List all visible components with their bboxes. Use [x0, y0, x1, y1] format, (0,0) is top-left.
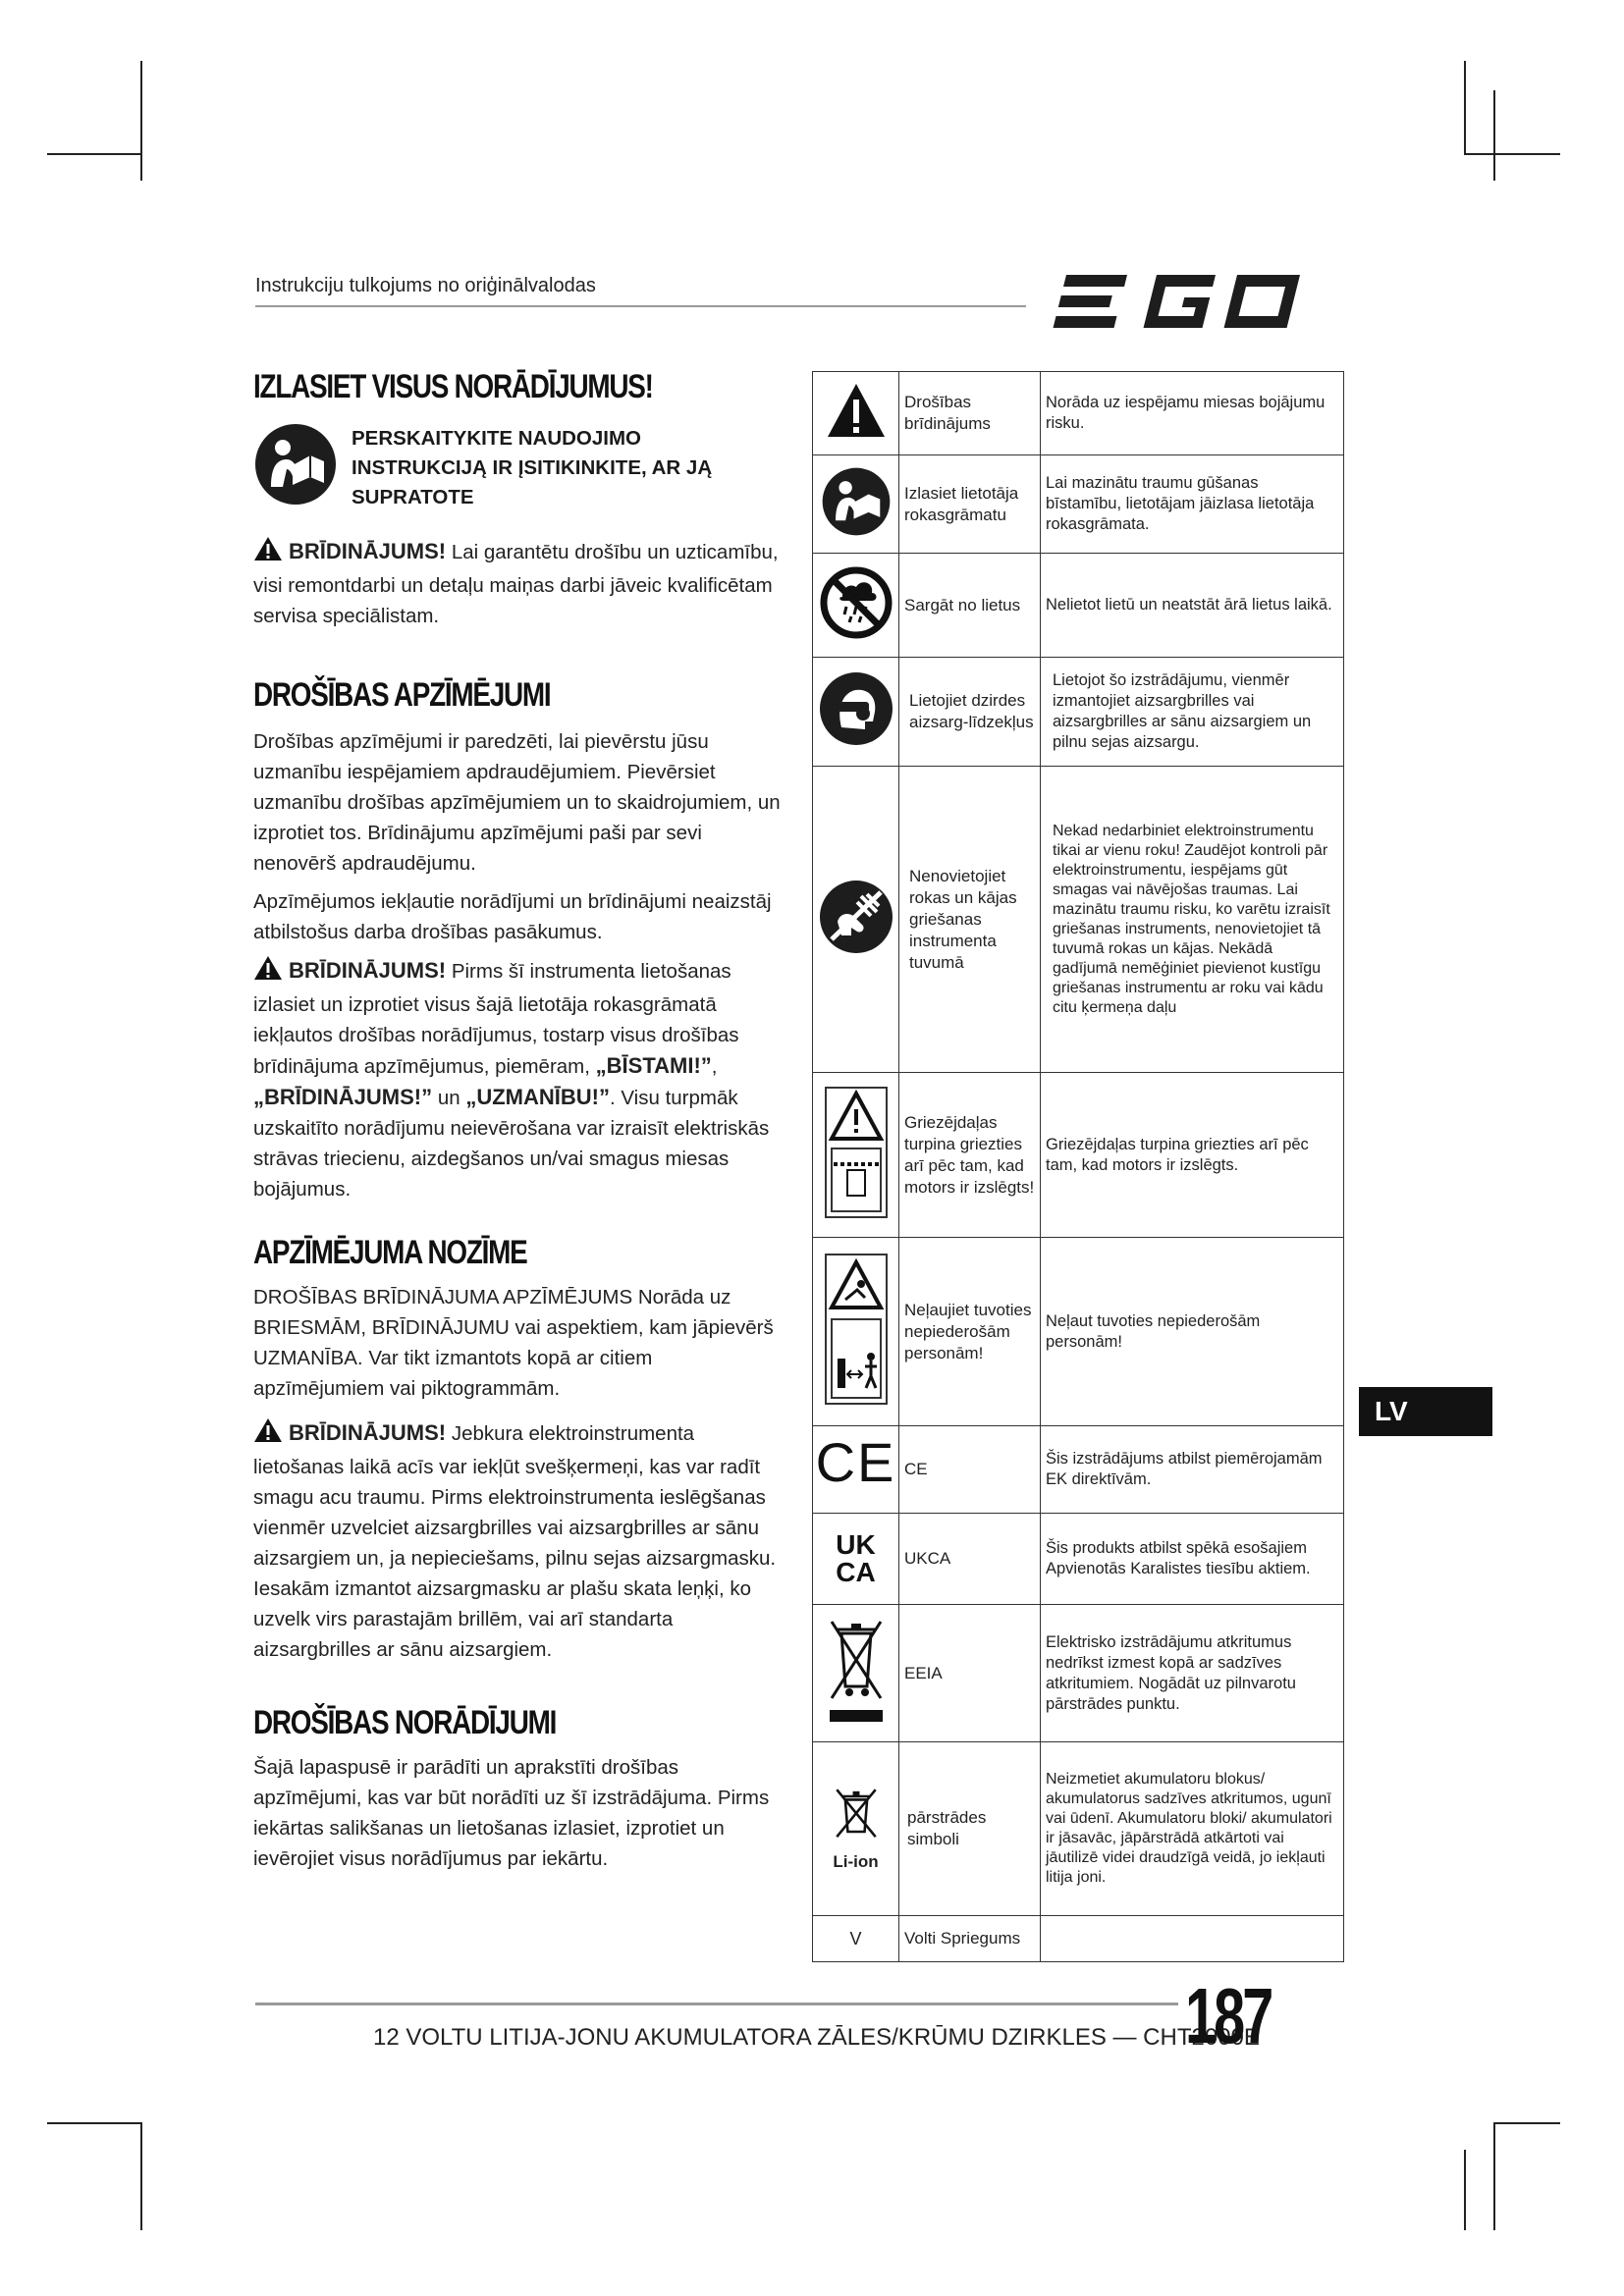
- icon-cell: [813, 767, 899, 1073]
- warning-text: Jebkura elektroinstrumenta lietošanas laikā acīs var iekļūt svešķermeņi, kas var radīt smagu acu traumu. Pirms elektroinstrumenta ieslēgšanas vienmēr uzvelciet aizsargbrilles vai aizsargbrilles ar sānu aizsargiem un, ja nepieciešams, pilnu sejas aizsargmasku. Iesakām izmantot aizsargmasku ar plašu skata leņķi, ko uzvelk virs parastajām brillēm, vai arī standarta aizsargbrilles ar sānu aizsargiem.: [253, 1422, 777, 1661]
- crop-mark: [1464, 2150, 1466, 2230]
- symbol-desc: Šis izstrādājums atbilst piemērojamām EK direktīvām.: [1041, 1426, 1344, 1514]
- crop-mark: [1493, 2122, 1560, 2124]
- symbol-name: Sargāt no lietus: [899, 554, 1041, 658]
- crop-mark: [1464, 61, 1466, 153]
- symbol-meaning-paragraph: DROŠĪBAS BRĪDINĀJUMA APZĪMĒJUMS Norāda uz BRIESMĀM, BRĪDINĀJUMU vai aspektiem, kam jāpievērš UZMANĪBA. Var tikt izmantots kopā ar citiem apzīmējumiem vai piktogrammām.: [253, 1286, 774, 1400]
- warning-triangle-icon: [826, 382, 887, 439]
- header-rule: [255, 305, 1026, 307]
- symbol-desc: Šis produkts atbilst spēkā esošajiem Apvienotās Karalistes tiesību aktiem.: [1041, 1514, 1344, 1605]
- crop-mark: [1464, 153, 1560, 155]
- weee-bin-icon: [822, 1612, 891, 1730]
- icon-cell: [813, 1514, 899, 1605]
- warning-label: BRĪDINĀJUMS!: [289, 539, 447, 563]
- li-ion-bin-icon: [827, 1785, 886, 1843]
- crop-mark: [47, 2122, 142, 2124]
- table-row: [813, 1916, 1344, 1962]
- keyword-separator: un: [432, 1087, 466, 1109]
- icon-cell: [813, 1605, 899, 1742]
- translation-note: Instrukciju tulkojums no oriģinālvalodas: [255, 275, 596, 296]
- volt-symbol: V: [849, 1928, 862, 1949]
- read-manual-icon: [253, 422, 338, 507]
- warning-triangle-icon: [253, 955, 283, 989]
- symbol-table: [812, 371, 1344, 1962]
- symbol-name: EEIA: [899, 1605, 1041, 1742]
- keyword-warning: „BRĪDINĀJUMS!”: [253, 1085, 433, 1109]
- keep-hands-away-icon: [818, 879, 894, 955]
- icon-cell: [813, 1238, 899, 1426]
- left-column: [253, 368, 784, 1874]
- li-ion-label: Li-ion: [833, 1852, 879, 1871]
- warning-text-continued: . Visu turpmāk uzskaitīto norādījumu neievērošana var izraisīt elektriskās strāvas triecienu, aizdegšanos un/vai smagus miesas bojājumus.: [253, 1087, 770, 1201]
- symbol-name: UKCA: [899, 1514, 1041, 1605]
- ce-mark-icon: CE: [815, 1431, 896, 1493]
- table-row: [813, 658, 1344, 767]
- read-manual-icon: [821, 466, 892, 537]
- table-row: [813, 554, 1344, 658]
- warning-triangle-icon: [253, 1417, 283, 1452]
- eye-ear-protection-icon: [818, 670, 894, 747]
- crop-mark: [1493, 2122, 1495, 2230]
- symbol-desc: Nekad nedarbiniet elektroinstrumentu tikai ar vienu roku! Zaudējot kontroli pār elektroinstrumentu, iespējams gūt smagas vai nāvējošas traumas. Lai mazinātu traumu risku, ko varētu izraisīt griešanas instruments, nenovietojiet tā tuvumā rokas un kājas. Nekādā gadījumā nemēģiniet pievienot kustīgu griešanas instrumentu ar roku vai kādu citu ķermeņa daļu: [1041, 767, 1344, 1073]
- icon-cell: [813, 658, 899, 767]
- symbol-name: Volti Spriegums: [899, 1916, 1041, 1962]
- ego-logo: [1049, 267, 1343, 341]
- symbol-name: pārstrādes simboli: [899, 1742, 1041, 1916]
- keep-bystanders-away-icon: [822, 1251, 891, 1408]
- safety-symbols-paragraph-2: Apzīmējumos iekļautie norādījumi un brīdinājumi neaizstāj atbilstošus darba drošības pasākumus.: [253, 890, 772, 943]
- manual-notice-text: PERSKAITYKITE NAUDOJIMO INSTRUKCIJĄ IR ĮSITIKINKITE, AR JĄ SUPRATOTE: [352, 427, 713, 508]
- table-row: [813, 1238, 1344, 1426]
- section-title-safety-symbols: DROŠĪBAS APZĪMĒJUMI: [253, 676, 551, 714]
- symbol-desc: Elektrisko izstrādājumu atkritumus nedrīkst izmest kopā ar sadzīves atkritumiem. Nogādāt uz pilnvarotu pārstrādes punktu.: [1041, 1605, 1344, 1742]
- warning-triangle-icon: [253, 536, 283, 570]
- crop-mark: [47, 153, 142, 155]
- crop-mark: [140, 61, 142, 181]
- symbol-name: Izlasiet lietotāja rokasgrāmatu: [899, 455, 1041, 554]
- symbol-name: Griezējdaļas turpina griezties arī pēc tam, kad motors ir izslēgts!: [899, 1073, 1041, 1238]
- symbol-name: Drošības brīdinājums: [899, 372, 1041, 455]
- table-row: [813, 372, 1344, 455]
- crop-mark: [1493, 90, 1495, 181]
- icon-cell: [813, 1426, 899, 1514]
- manual-notice: [253, 420, 784, 518]
- keyword-caution: „UZMANĪBU!”: [465, 1085, 610, 1109]
- crop-mark: [140, 2122, 142, 2230]
- table-row: [813, 1426, 1344, 1514]
- footer-rule: [255, 2002, 1178, 2005]
- symbol-desc: Nelietot lietū un neatstāt ārā lietus laikā.: [1041, 554, 1344, 658]
- footer-product-line: 12 VOLTU LITIJA-JONU AKUMULATORA ZĀLES/KRŪMU DZIRKLES — CHT2000E: [373, 2024, 1260, 2051]
- symbol-desc: Griezējdaļas turpina griezties arī pēc tam, kad motors ir izslēgts.: [1041, 1073, 1344, 1238]
- symbol-name: Lietojiet dzirdes aizsarg-līdzekļus: [899, 658, 1041, 767]
- icon-cell: [813, 554, 899, 658]
- section-title-symbol-meaning: APZĪMĒJUMA NOZĪME: [253, 1234, 527, 1271]
- table-row: [813, 767, 1344, 1073]
- symbol-desc: Lietojot šo izstrādājumu, vienmēr izmantojiet aizsargbrilles vai aizsargbrilles ar sānu aizsargiem un pilnu sejas aizsargu.: [1041, 658, 1344, 767]
- warning-eye-paragraph: [253, 1417, 784, 1665]
- warning-label: BRĪDINĀJUMS!: [289, 1420, 447, 1445]
- language-tab-label: LV: [1375, 1396, 1408, 1426]
- keyword-danger: „BĪSTAMI!”: [595, 1053, 712, 1078]
- icon-cell: [813, 1742, 899, 1916]
- icon-cell: [813, 1916, 899, 1962]
- symbol-desc: Neļaut tuvoties nepiederošām personām!: [1041, 1238, 1344, 1426]
- safety-symbols-paragraph-1: Drošības apzīmējumi ir paredzēti, lai pievērstu jūsu uzmanību iespējamiem apdraudējumiem. Pievērsiet uzmanību drošības apzīmējumiem un to skaidrojumiem, un izprotiet tos. Brīdinājumu apzīmējumi paši par sevi nenovērš apdraudējumu.: [253, 730, 781, 875]
- table-row: [813, 1073, 1344, 1238]
- icon-cell: [813, 372, 899, 455]
- warning-label: BRĪDINĀJUMS!: [289, 958, 447, 983]
- section-title-read-all: IZLASIET VISUS NORĀDĪJUMUS!: [253, 368, 653, 405]
- safety-instructions-paragraph: Šajā lapaspusē ir parādīti un aprakstīti drošības apzīmējumi, kas var būt norādīti uz šī izstrādājuma. Pirms iekārtas salikšanas un lietošanas izlasiet, izprotiet un ievērojiet visus norādījumus par iekārtu.: [253, 1756, 770, 1870]
- table-row: [813, 1742, 1344, 1916]
- language-tab: [1359, 1387, 1492, 1436]
- table-row: [813, 455, 1344, 554]
- symbol-name: Nenovietojiet rokas un kājas griešanas instrumenta tuvumā: [899, 767, 1041, 1073]
- icon-cell: [813, 455, 899, 554]
- symbol-name: Neļaujiet tuvoties nepiederošām personām!: [899, 1238, 1041, 1426]
- ukca-mark-icon: UK CA: [836, 1528, 876, 1587]
- warning-read-manual-paragraph: [253, 955, 784, 1204]
- page-number: 187: [1185, 1972, 1272, 2059]
- no-rain-icon: [819, 565, 893, 640]
- table-row: [813, 1605, 1344, 1742]
- icon-cell: [813, 1073, 899, 1238]
- warning-text: Pirms šī instrumenta lietošanas izlasiet un izprotiet visus šajā lietotāja rokasgrāmatā iekļautos drošības norādījumus, tostarp visus drošības brīdinājuma apzīmējumus, piemēram,: [253, 960, 739, 1078]
- symbol-desc: Lai mazinātu traumu gūšanas bīstamību, lietotājam jāizlasa lietotāja rokasgrāmata.: [1041, 455, 1344, 554]
- symbol-desc: Neizmetiet akumulatoru blokus/ akumulatorus sadzīves atkritumos, ugunī vai ūdenī. Akumulatoru bloki/ akumulatori ir jāsavāc, jāpārstrādā atkārtoti vai jāutilizē videi draudzīgā veidā, jo iekļauti litija joni.: [1041, 1742, 1344, 1916]
- warning-text: Lai garantētu drošību un uzticamību, visi remontdarbi un detaļu maiņas darbi jāveic kvalificētam servisa speciālistam.: [253, 541, 779, 627]
- section-title-safety-instructions: DROŠĪBAS NORĀDĪJUMI: [253, 1704, 557, 1741]
- warning-repair-paragraph: [253, 536, 784, 631]
- symbol-desc: Norāda uz iespējamu miesas bojājumu risku.: [1041, 372, 1344, 455]
- symbol-name: CE: [899, 1426, 1041, 1514]
- table-row: [813, 1514, 1344, 1605]
- keyword-separator: ,: [711, 1055, 718, 1078]
- blade-coast-icon: [822, 1084, 891, 1221]
- symbol-desc: [1041, 1916, 1344, 1962]
